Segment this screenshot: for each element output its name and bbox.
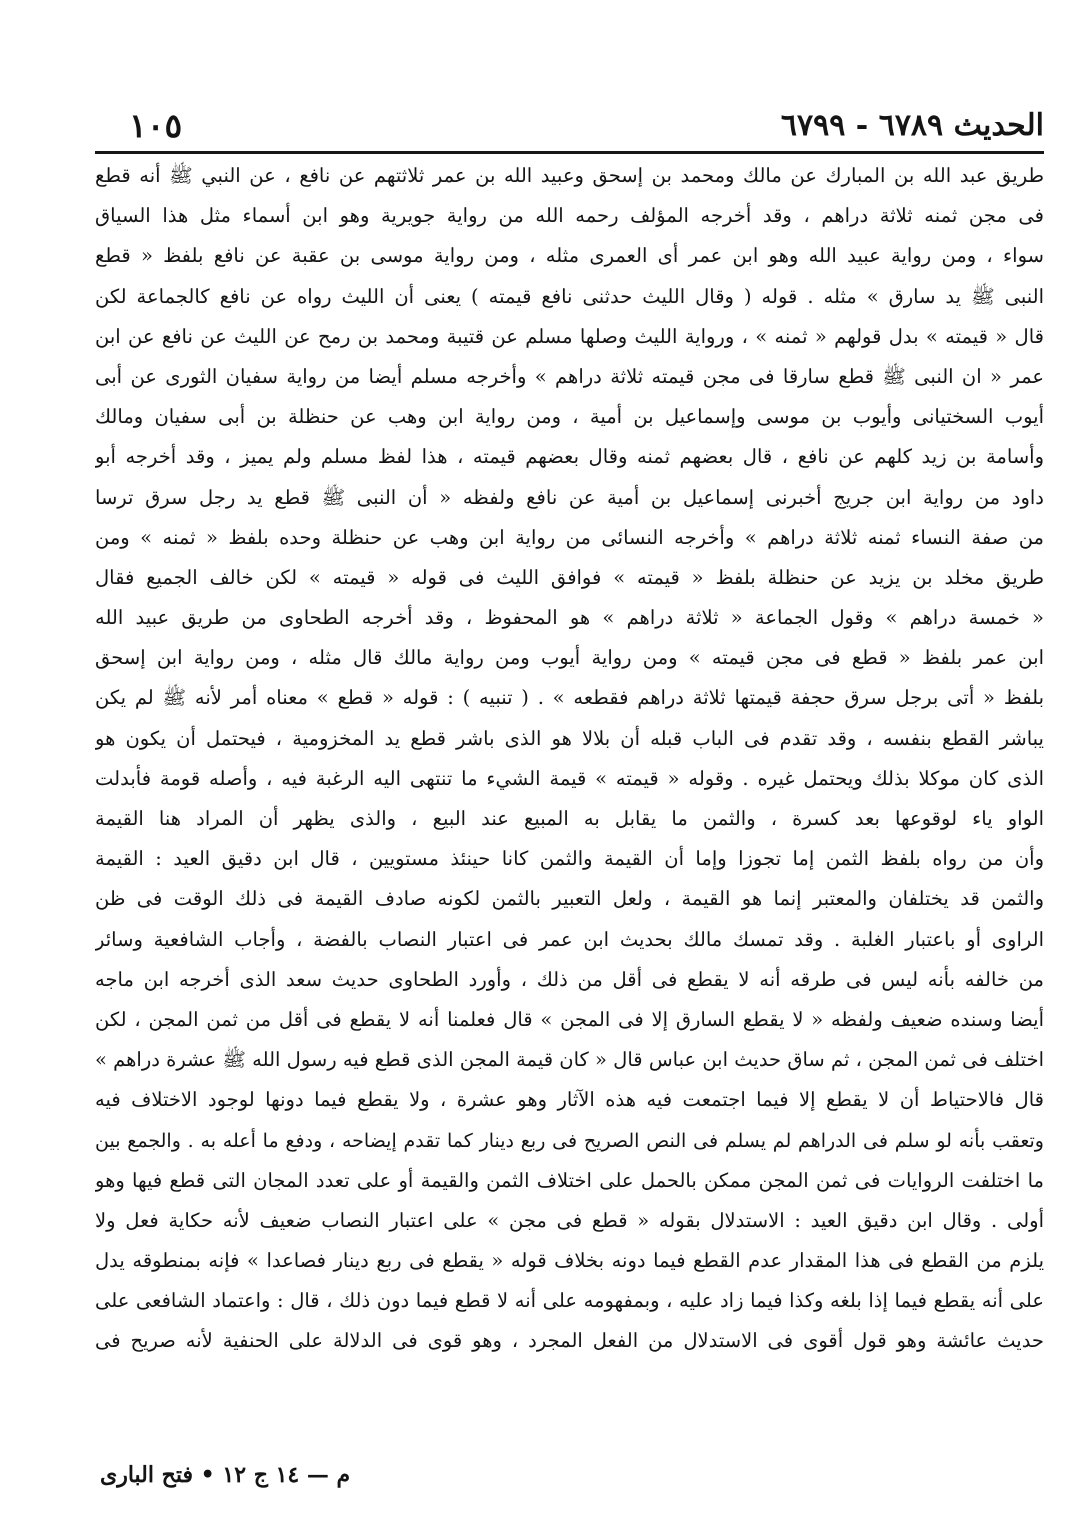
text-line: طريق عبد الله بن المبارك عن مالك ومحمد بن إسحق وعبيد الله بن عمر ثلاثتهم عن نافع ، عن النبي ﷺ أنه قطع <box>95 164 1044 187</box>
text-line: وأن من رواه بلفظ الثمن إما تجوزا وإما أن القيمة والثمن كانا حينئذ مستويين ، قال ابن دقيق العيد : القيمة <box>95 847 1044 871</box>
page-header <box>95 104 1044 150</box>
text-line: سواء ، ومن رواية عبيد الله وهو ابن عمر أى العمرى مثله ، ومن رواية موسى بن عقبة عن نافع بلفظ « قطع <box>95 244 1044 268</box>
text-line: طريق مخلد بن يزيد عن حنظلة بلفظ « قيمته » فوافق الليث فى قوله « قيمته » لكن خالف الجميع فقال <box>95 565 1044 589</box>
footer-signature: م — ١٤ ج ١٢ • فتح البارى <box>100 1462 351 1488</box>
text-line: الراوى أو باعتبار الغلبة . وقد تمسك مالك بحديث ابن عمر فى اعتبار النصاب بالفضة ، وأجاب الشافعية وسائر <box>95 927 1044 951</box>
text-line: النبى ﷺ يد سارق » مثله . قوله ( وقال الليث حدثنى نافع قيمته ) يعنى أن الليث رواه عن نافع كالجماعة لكن <box>95 284 1044 308</box>
text-line: قال « قيمته » بدل قولهم « ثمنه » ، ورواية الليث وصلها مسلم عن قتيبة ومحمد بن رمح عن الليث عن نافع عن ابن <box>95 324 1044 348</box>
text-line: وتعقب بأنه لو سلم فى الدراهم لم يسلم فى النص الصريح فى ربع دينار كما تقدم إيضاحه ، ودفع ما أعله به . والجمع بين <box>95 1129 1044 1152</box>
text-line: أيضا وسنده ضعيف ولفظه « لا يقطع السارق إلا فى المجن » قال فعلمنا أنه لا يقطع فى أقل من ثمن المجن ، لكن <box>95 1007 1044 1031</box>
text-line: يباشر القطع بنفسه ، وقد تقدم فى الباب قبله أن بلالا هو الذى باشر قطع يد المخزومية ، فيحتمل أن يكون هو <box>95 726 1044 750</box>
text-line: وأسامة بن زيد كلهم عن نافع ، قال بعضهم ثمنه وقال بعضهم قيمته ، هذا لفظ مسلم ولم يميز ، وقد أخرجه أبو <box>95 445 1044 469</box>
text-line: حديث عائشة وهو قول أقوى فى الاستدلال من الفعل المجرد ، وهو قوى فى الدلالة على الحنفية لأنه صريح فى <box>95 1329 1044 1353</box>
text-line: من صفة النساء ثمنه ثلاثة دراهم » وأخرجه النسائى من رواية ابن وهب عن حنظلة وحده بلفظ « ثمنه » ومن <box>95 525 1044 549</box>
text-line: ابن عمر بلفظ « قطع فى مجن قيمته » ومن رواية أيوب ومن رواية مالك قال مثله ، ومن رواية ابن إسحق <box>95 646 1044 670</box>
text-line: « خمسة دراهم » وقول الجماعة « ثلاثة دراهم » هو المحفوظ ، وقد أخرجه الطحاوى من طريق عبيد الله <box>95 606 1044 630</box>
text-line: الواو ياء لوقوعها بعد كسرة ، والثمن ما يقابل به المبيع عند البيع ، والذى يظهر أن المراد هنا القيمة <box>95 807 1044 830</box>
text-line: اختلف فى ثمن المجن ، ثم ساق حديث ابن عباس قال « كان قيمة المجن الذى قطع فيه رسول الله ﷺ عشرة دراهم » <box>95 1048 1044 1072</box>
text-line: فى مجن ثمنه ثلاثة دراهم ، وقد أخرجه المؤلف رحمه الله من رواية جويرية وهو ابن أسماء مثل هذا السياق <box>95 204 1044 228</box>
header-rule <box>95 151 1044 154</box>
text-line: من خالفه بأنه ليس فى طرقه أنه لا يقطع فى أقل من ذلك ، وأورد الطحاوى حديث سعد الذى أخرجه ابن ماجه <box>95 967 1044 991</box>
body-text <box>95 156 1044 1362</box>
text-line: يلزم من القطع فى هذا المقدار عدم القطع فيما دونه بخلاف قوله « يقطع فى ربع دينار فصاعدا » فإنه بمنطوقه يدل <box>95 1249 1044 1273</box>
page-number: ١٠٥ <box>129 106 183 145</box>
text-line: قال فالاحتياط أن لا يقطع إلا فيما اجتمعت فيه هذه الآثار وهو عشرة ، ولا يقطع فيما دونها لوجود الاختلاف فيه <box>95 1088 1044 1112</box>
running-title: الحديث ٦٧٨٩ - ٦٧٩٩ <box>780 108 1044 143</box>
text-line: داود من رواية ابن جريج أخبرنى إسماعيل بن أمية عن نافع ولفظه « أن النبى ﷺ قطع يد رجل سرق ترسا <box>95 485 1044 509</box>
text-line: الذى كان موكلا بذلك ويحتمل غيره . وقوله « قيمته » قيمة الشيء ما تنتهى اليه الرغبة فيه ، وأصله قومة فأبدلت <box>95 766 1044 790</box>
text-line: أولى . وقال ابن دقيق العيد : الاستدلال بقوله « قطع فى مجن » على اعتبار النصاب ضعيف لأنه حكاية فعل ولا <box>95 1208 1044 1232</box>
text-line: أيوب السختيانى وأيوب بن موسى وإسماعيل بن أمية ، ومن رواية ابن وهب عن حنظلة بن أبى سفيان ومالك <box>95 405 1044 429</box>
text-line: ما اختلفت الروايات فى ثمن المجن ممكن بالحمل على اختلاف الثمن والقيمة أو على تعدد المجان التى قطع فيها وهو <box>95 1168 1044 1192</box>
text-line: على أنه يقطع فيما إذا بلغه وكذا فيما زاد عليه ، وبمفهومه على أنه لا قطع فيما دون ذلك ، قال : واعتماد الشافعى على <box>95 1289 1044 1313</box>
text-line: والثمن قد يختلفان والمعتبر إنما هو القيمة ، ولعل التعبير بالثمن لكونه صادف القيمة فى ذلك الوقت فى ظن <box>95 887 1044 911</box>
text-line: بلفظ « أتى برجل سرق حجفة قيمتها ثلاثة دراهم فقطعه » . ( تنبيه ) : قوله « قطع » معناه أمر لأنه ﷺ لم يكن <box>95 686 1044 710</box>
text-line: عمر « ان النبى ﷺ قطع سارقا فى مجن قيمته ثلاثة دراهم » وأخرجه مسلم أيضا من رواية سفيان الثورى عن أبى <box>95 364 1044 388</box>
